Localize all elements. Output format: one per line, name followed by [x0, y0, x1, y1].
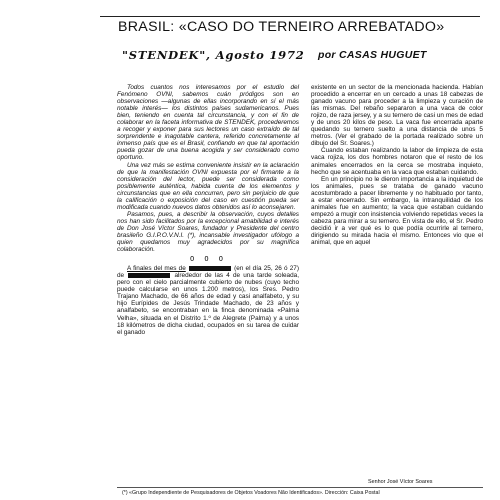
redaction-mark	[189, 266, 231, 271]
top-rule	[100, 16, 480, 17]
right-column	[311, 84, 483, 246]
footnote: (*) «Grupo Independiente de Pesquisadores de Objetos Voadores Não Identificados». Dirección: Caixa Postal	[122, 490, 380, 496]
intro-paragraph: Todos cuantos nos interesamos por el estudio del Fenómeno OVNI, sabemos cuán pródigos son en observaciones —algunas de ellas incorporando en sí el más notable interés— los distintos países sudamericanos. Pues bien, teniendo en cuenta tal circunstancia, y con el fin de colaborar en la faceta informativa de STENDEK, procederemos a recoger y exponer para sus lectores un caso extraído de tal sorprendente e inagotable cantera, referido concretamente al inmenso país que es el Brasil, confiando en que tal aportación pueda gozar de una buena acogida y ser considerado como oportuno.	[117, 84, 299, 162]
story-paragraph: existente en un sector de la mencionada hacienda. Habían procedido a encerrar en un cercado a unas 18 cabezas de ganado vacuno para proceder a la limpieza y curación de las mismas. Del rebaño separaron a una vaca de color rojizo, de raza jersey, y a su ternero de casi un mes de edad y de unos 20 kilos de peso. La vaca fue encerrada aparte quedando su ternero suelto a una distancia de unos 5 metros. (Ver el grabado de la portada realizado sobre un dibujo del Sr. Soares.)	[311, 84, 483, 148]
story-paragraph	[117, 265, 299, 335]
section-separator: O O O	[189, 255, 227, 264]
story-paragraph: En un principio no le dieron importancia a la inquietud de los animales, pues se trataba de ganado vacuno acostumbrado a pacer libremente y no habituado por tanto, a estar encerrado. Sin embargo, la intranquilidad de los animales fue en aumento; la vaca que estaban cuidando empezó a mugir con insistencia volviendo repetidas veces la cabeza para mirar a su ternero. En vista de ello, el Sr. Pedro decidió ir a ver qué es lo que podía ocurrirle al ternero, dirigiendo su mirada hacia el mismo. Entonces vio que el animal, que en aquel	[311, 175, 483, 247]
story-opening: A finales del mes de	[127, 265, 186, 273]
footnote-rule	[117, 487, 483, 488]
intro-paragraph: Pasamos, pues, a describir la observación, cuyos detalles nos han sido facilitados por la excepcional amabilidad e interés de Don José Víctor Soares, fundador y Presidente del centro brasileño G.I.P.O.V.N.I. (*), incansable investigador ufólogo a quien quedamos muy agradecidos por su magnífica colaboración.	[117, 210, 299, 254]
photo-caption: Senhor José Víctor Soares	[368, 479, 433, 485]
story-paragraph: Cuando estaban realizando la labor de limpieza de esta vaca rojiza, los dos hombres notaron que el resto de los animales encerrados en la cerca se mostraba inquieto, hecho que se acentuaba en la vaca que estaban cuidando.	[311, 147, 483, 176]
author-byline: por CASAS HUGUET	[318, 49, 427, 61]
redaction-mark	[128, 273, 170, 278]
story-body: alrededor de las 4 de una tarde soleada, pero con el cielo parcialmente cubierto de nubes (cuyo techo puede calcularse en unos 1.200 metros), los Sres. Pedro Trajano Machado, de 66 años de edad y casi analfabeto, y su hijo Eurípides de Jesús Trindade Machado, de 23 años y analfabeto, se encontraban en la finca denominada «Palma Velha», situada en el Distrito 1.º de Alegrete (Palma) y a unos 18 kilómetros de dicha ciudad, ocupados en su tarea de cuidar el ganado	[117, 272, 299, 336]
article-title: BRASIL: «CASO DO TERNEIRO ARREBATADO»	[118, 19, 445, 35]
story-date-range: (en el día 25, 26 ó 27) de	[117, 265, 299, 280]
handwritten-source-note: "STENDEK", Agosto 1972	[122, 48, 305, 62]
intro-paragraph: Una vez más se estima conveniente insistir en la aclaración de que la manifestación OVNI expuesta por el firmante a la consideración del lector, puede ser considerada como posiblemente auténtica, habida cuenta de los elementos y circunstancias que en ella concurren, pero sin perjuicio de que la calificación o exposición del caso en cuestión pueda ser modificada cuando nuevos datos obtenidos así lo aconsejaren.	[117, 161, 299, 211]
left-column	[117, 84, 299, 336]
